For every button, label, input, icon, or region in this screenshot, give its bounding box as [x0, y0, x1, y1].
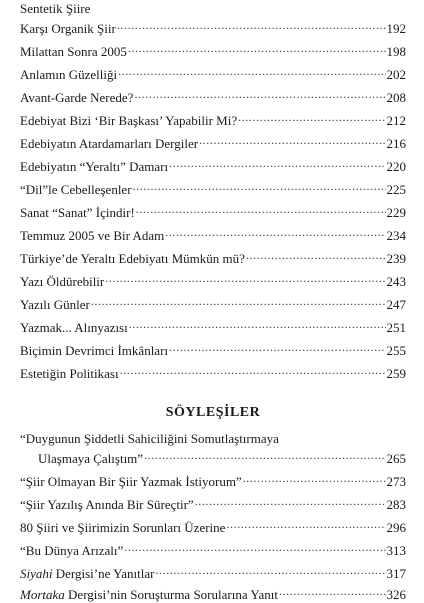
toc-entry-title: Edebiyatın Atardamarları Dergiler — [20, 136, 199, 151]
toc-entry-title: “Şiir Olmayan Bir Şiir Yazmak İstiyorum” — [20, 474, 242, 489]
toc-entry-title: 80 Şiiri ve Şiirimizin Sorunları Üzerine — [20, 520, 226, 535]
dot-leader — [169, 339, 385, 355]
toc-entry-page: 229 — [386, 205, 406, 220]
dot-leader — [124, 539, 385, 555]
toc-entry — [20, 17, 406, 36]
toc-entry — [20, 1, 406, 17]
toc-entry-title: Milattan Sonra 2005 — [20, 44, 127, 59]
toc-entry — [20, 63, 406, 82]
toc-entry-page: 283 — [386, 497, 406, 512]
dot-leader — [169, 155, 385, 171]
toc-entry-page: 296 — [386, 520, 406, 535]
dot-leader — [133, 178, 386, 194]
toc-entry — [20, 155, 406, 174]
toc-entry-page: 251 — [386, 320, 406, 335]
journal-name: Siyahi — [20, 566, 53, 581]
dot-leader — [118, 63, 385, 79]
toc-entry — [20, 316, 406, 335]
toc-entry-title: Estetiğin Politikası — [20, 366, 119, 381]
toc-entry-page: 243 — [386, 274, 406, 289]
toc-entry — [20, 562, 406, 581]
toc-entry-title: Avant-Garde Nerede? — [20, 90, 134, 105]
toc-entry — [20, 470, 406, 489]
toc-entry-page: 239 — [386, 251, 406, 266]
toc-entry-title: Karşı Organik Şiir — [20, 21, 116, 36]
toc-entry-title: Yazı Öldürebilir — [20, 274, 105, 289]
toc-entry-page: 212 — [386, 113, 406, 128]
dot-leader — [117, 17, 386, 33]
toc-entry — [20, 583, 406, 602]
toc-entry-page: 273 — [386, 474, 406, 489]
dot-leader — [144, 447, 385, 463]
dot-leader — [136, 201, 386, 217]
toc-entry-title: Yazmak... Alınyazısı — [20, 320, 128, 335]
toc-entry-title: Sentetik Şiire — [20, 1, 91, 16]
toc-entry-page: 265 — [386, 451, 406, 466]
dot-leader — [226, 516, 385, 532]
toc-entry — [20, 109, 406, 128]
toc-entry-page: 202 — [386, 67, 406, 82]
toc-entry-title: Biçimin Devrimci İmkânları — [20, 343, 169, 358]
toc-entry — [20, 178, 406, 197]
dot-leader — [120, 362, 386, 378]
toc-entry — [20, 247, 406, 266]
toc-entry-title: Edebiyat Bizi ‘Bir Başkası’ Yapabilir Mi? — [20, 113, 238, 128]
toc-entry-title: Yazılı Günler — [20, 297, 90, 312]
dot-leader — [105, 270, 385, 286]
toc-entry-page: 216 — [386, 136, 406, 151]
dot-leader — [155, 562, 385, 578]
toc-entry-page: 225 — [386, 182, 406, 197]
toc-entry — [20, 224, 406, 243]
toc-entry-title-rest: Dergisi’nin Soruşturma Sorularına Yanıt — [64, 587, 278, 602]
dot-leader — [246, 247, 386, 263]
toc-entry — [20, 86, 406, 105]
toc-entry — [20, 339, 406, 358]
toc-entry-title: “Şiir Yazılış Anında Bir Süreçtir” — [20, 497, 194, 512]
toc-entry-page: 255 — [386, 343, 406, 358]
toc-entry-title: “Dil”le Cebelleşenler — [20, 182, 132, 197]
dot-leader — [279, 583, 386, 599]
toc-entry-title — [20, 566, 154, 582]
toc-entry-page: 208 — [386, 90, 406, 105]
toc-entry-page: 198 — [386, 44, 406, 59]
dot-leader — [129, 316, 386, 332]
toc-entry-page: 313 — [386, 543, 406, 558]
toc-entry — [20, 516, 406, 535]
toc-entry — [20, 40, 406, 59]
toc-entry — [20, 447, 406, 466]
dot-leader — [165, 224, 385, 240]
toc-entry-title-line1: “Duygunun Şiddetli Sahiciliğini Somutlaştırmaya — [20, 431, 279, 446]
toc-entry-page: 220 — [386, 159, 406, 174]
toc-entry-page: 326 — [386, 587, 406, 602]
toc-entry — [20, 293, 406, 312]
toc-entry — [20, 132, 406, 151]
toc-entry-title: Türkiye’de Yeraltı Edebiyatı Mümkün mü? — [20, 251, 245, 266]
dot-leader — [195, 493, 386, 509]
toc-entry — [20, 270, 406, 289]
journal-name: Mortaka — [20, 587, 65, 602]
dot-leader — [134, 86, 385, 102]
toc-entry-title — [20, 587, 278, 603]
toc-entry-page: 317 — [386, 566, 406, 581]
section-heading: SÖYLEŞİLER — [165, 405, 261, 420]
toc-entry-page: 259 — [386, 366, 406, 381]
dot-leader — [199, 132, 385, 148]
toc-entry-title-rest: Dergisi’ne Yanıtlar — [52, 566, 155, 581]
toc-entry-title: Sanat “Sanat” İçindir! — [20, 205, 135, 220]
toc-entry-title: Anlamın Güzelliği — [20, 67, 118, 82]
dot-leader — [243, 470, 386, 486]
dot-leader — [128, 40, 386, 56]
toc-entry — [20, 493, 406, 512]
toc-entry-title: “Bu Dünya Arızalı” — [20, 543, 124, 558]
toc-entry — [20, 201, 406, 220]
dot-leader — [91, 293, 386, 309]
toc-entry — [20, 362, 406, 381]
dot-leader — [238, 109, 385, 125]
toc-entry — [20, 539, 406, 558]
toc-entry-page: 247 — [386, 297, 406, 312]
toc-entry-page: 192 — [386, 21, 406, 36]
toc-entry-title-line2: Ulaşmaya Çalıştım” — [38, 451, 144, 466]
toc-entry-title: Edebiyatın “Yeraltı” Damarı — [20, 159, 169, 174]
toc-entry-page: 234 — [386, 228, 406, 243]
toc-entry-title: Temmuz 2005 ve Bir Adam — [20, 228, 165, 243]
